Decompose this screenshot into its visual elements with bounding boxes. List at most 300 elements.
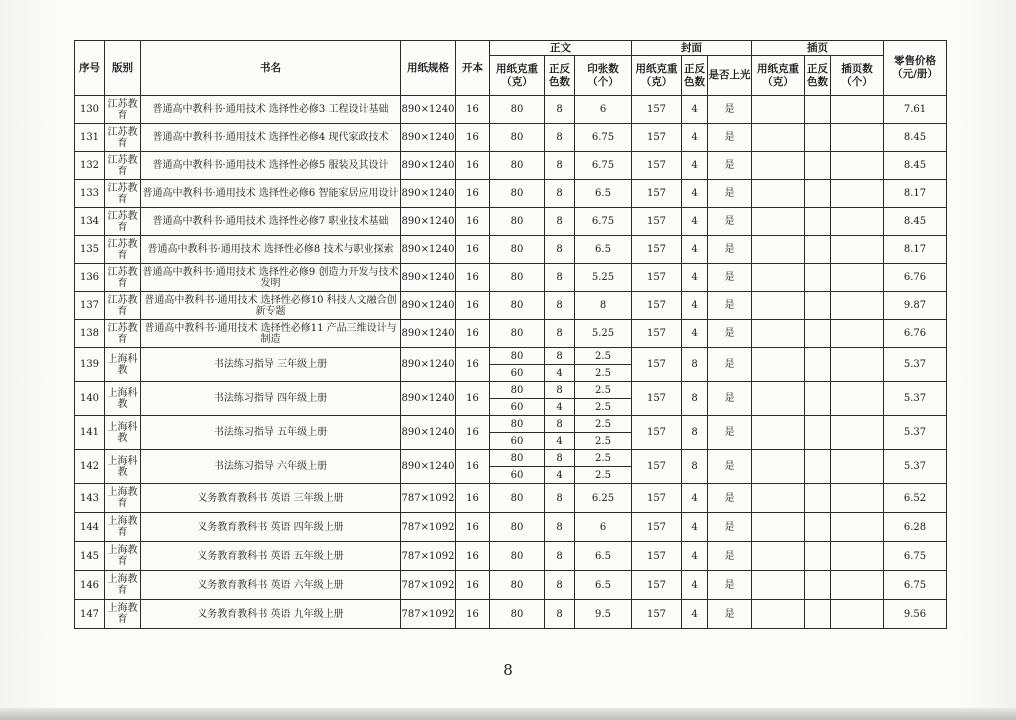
row-insert-weight <box>752 320 805 348</box>
row-seq: 130 <box>75 96 105 124</box>
row-cover-colors: 4 <box>682 124 708 152</box>
table-row <box>75 124 947 152</box>
row-insert-colors <box>805 416 831 450</box>
row-body-sheets: 6 <box>575 513 632 542</box>
header-cover-colors: 正反色数 <box>682 56 708 96</box>
row-body-sheets: 9.5 <box>575 600 632 629</box>
row-title: 普通高中教科书·通用技术 选择性必修4 现代家政技术 <box>141 124 401 152</box>
header-cover-group: 封面 <box>632 41 752 56</box>
row-body-weight-2: 60 <box>490 365 545 382</box>
row-cover-gloss: 是 <box>708 264 752 292</box>
row-title: 普通高中教科书·通用技术 选择性必修5 服装及其设计 <box>141 152 401 180</box>
row-body-weight: 80 <box>490 416 545 433</box>
row-cover-colors: 4 <box>682 542 708 571</box>
row-title: 普通高中教科书·通用技术 选择性必修7 职业技术基础 <box>141 208 401 236</box>
row-insert-weight <box>752 348 805 382</box>
row-insert-colors <box>805 208 831 236</box>
row-body-colors-2: 4 <box>545 467 575 484</box>
row-insert-weight <box>752 571 805 600</box>
row-cover-weight: 157 <box>632 542 682 571</box>
row-body-sheets: 6.25 <box>575 484 632 513</box>
row-cover-weight: 157 <box>632 236 682 264</box>
header-insert-colors: 正反色数 <box>805 56 831 96</box>
row-insert-count <box>831 124 884 152</box>
row-format: 16 <box>456 513 490 542</box>
row-body-colors: 8 <box>545 571 575 600</box>
row-format: 16 <box>456 348 490 382</box>
row-format: 16 <box>456 416 490 450</box>
row-body-weight: 80 <box>490 292 545 320</box>
header-retail-price: 零售价格（元/册） <box>884 41 947 96</box>
row-insert-weight <box>752 450 805 484</box>
row-seq: 135 <box>75 236 105 264</box>
row-insert-count <box>831 152 884 180</box>
row-cover-gloss: 是 <box>708 320 752 348</box>
row-insert-count <box>831 450 884 484</box>
row-format: 16 <box>456 292 490 320</box>
header-insert-group: 插页 <box>752 41 884 56</box>
row-cover-colors: 4 <box>682 96 708 124</box>
row-insert-weight <box>752 416 805 450</box>
table-row <box>75 264 947 292</box>
header-body-colors: 正反色数 <box>545 56 575 96</box>
row-paper-spec: 890×1240 <box>401 348 456 382</box>
row-body-sheets: 6.5 <box>575 571 632 600</box>
row-cover-gloss: 是 <box>708 96 752 124</box>
row-body-colors-2: 4 <box>545 365 575 382</box>
row-seq: 139 <box>75 348 105 382</box>
row-body-sheets-2: 2.5 <box>575 399 632 416</box>
row-title: 书法练习指导 六年级上册 <box>141 450 401 484</box>
row-cover-weight: 157 <box>632 571 682 600</box>
row-edition: 上海教育 <box>105 571 141 600</box>
row-cover-gloss: 是 <box>708 416 752 450</box>
row-cover-weight: 157 <box>632 292 682 320</box>
row-format: 16 <box>456 600 490 629</box>
row-insert-count <box>831 236 884 264</box>
row-cover-gloss: 是 <box>708 208 752 236</box>
row-edition: 上海教育 <box>105 484 141 513</box>
header-edition: 版别 <box>105 41 141 96</box>
row-paper-spec: 890×1240 <box>401 180 456 208</box>
row-seq: 132 <box>75 152 105 180</box>
row-insert-colors <box>805 180 831 208</box>
row-cover-colors: 8 <box>682 348 708 382</box>
row-seq: 137 <box>75 292 105 320</box>
row-body-sheets: 6.5 <box>575 542 632 571</box>
header-body-group: 正文 <box>490 41 632 56</box>
row-edition: 江苏教育 <box>105 264 141 292</box>
row-insert-colors <box>805 236 831 264</box>
row-format: 16 <box>456 236 490 264</box>
row-insert-weight <box>752 124 805 152</box>
table-row <box>75 152 947 180</box>
row-title: 书法练习指导 三年级上册 <box>141 348 401 382</box>
row-body-weight: 80 <box>490 600 545 629</box>
row-insert-colors <box>805 152 831 180</box>
row-insert-colors <box>805 264 831 292</box>
row-cover-colors: 4 <box>682 600 708 629</box>
row-body-sheets-2: 2.5 <box>575 365 632 382</box>
row-insert-count <box>831 416 884 450</box>
row-paper-spec: 890×1240 <box>401 320 456 348</box>
row-insert-colors <box>805 542 831 571</box>
row-title: 义务教育教科书 英语 四年级上册 <box>141 513 401 542</box>
table-row <box>75 600 947 629</box>
row-insert-weight <box>752 542 805 571</box>
row-paper-spec: 787×1092 <box>401 484 456 513</box>
row-edition: 上海科教 <box>105 416 141 450</box>
row-cover-weight: 157 <box>632 264 682 292</box>
row-cover-colors: 4 <box>682 264 708 292</box>
row-body-colors: 8 <box>545 416 575 433</box>
row-edition: 江苏教育 <box>105 96 141 124</box>
row-title: 普通高中教科书·通用技术 选择性必修6 智能家居应用设计 <box>141 180 401 208</box>
row-body-weight: 80 <box>490 152 545 180</box>
row-insert-weight <box>752 513 805 542</box>
row-insert-colors <box>805 292 831 320</box>
row-seq: 142 <box>75 450 105 484</box>
row-cover-gloss: 是 <box>708 292 752 320</box>
table-row <box>75 236 947 264</box>
row-insert-colors <box>805 571 831 600</box>
header-body-weight: 用纸克重（克） <box>490 56 545 96</box>
row-body-sheets: 6.75 <box>575 152 632 180</box>
header-body-sheets: 印张数（个） <box>575 56 632 96</box>
row-seq: 141 <box>75 416 105 450</box>
table-row <box>75 208 947 236</box>
row-body-weight: 80 <box>490 450 545 467</box>
row-body-colors: 8 <box>545 264 575 292</box>
row-body-colors: 8 <box>545 208 575 236</box>
row-cover-weight: 157 <box>632 382 682 416</box>
row-insert-colors <box>805 600 831 629</box>
row-cover-colors: 4 <box>682 571 708 600</box>
header-insert-count: 插页数（个） <box>831 56 884 96</box>
row-body-weight-2: 60 <box>490 399 545 416</box>
row-body-weight: 80 <box>490 348 545 365</box>
row-edition: 江苏教育 <box>105 152 141 180</box>
row-format: 16 <box>456 264 490 292</box>
row-title: 普通高中教科书·通用技术 选择性必修8 技术与职业探索 <box>141 236 401 264</box>
row-body-colors: 8 <box>545 320 575 348</box>
row-retail-price: 6.76 <box>884 320 947 348</box>
row-cover-weight: 157 <box>632 513 682 542</box>
row-format: 16 <box>456 208 490 236</box>
row-seq: 133 <box>75 180 105 208</box>
row-cover-gloss: 是 <box>708 571 752 600</box>
row-cover-gloss: 是 <box>708 542 752 571</box>
row-edition: 上海教育 <box>105 513 141 542</box>
row-cover-weight: 157 <box>632 484 682 513</box>
row-retail-price: 6.75 <box>884 571 947 600</box>
row-body-sheets-2: 2.5 <box>575 467 632 484</box>
row-cover-weight: 157 <box>632 450 682 484</box>
row-edition: 上海教育 <box>105 600 141 629</box>
header-paper-spec: 用纸规格 <box>401 41 456 96</box>
row-paper-spec: 787×1092 <box>401 600 456 629</box>
row-insert-count <box>831 542 884 571</box>
row-insert-weight <box>752 152 805 180</box>
row-seq: 131 <box>75 124 105 152</box>
row-insert-colors <box>805 382 831 416</box>
row-cover-weight: 157 <box>632 348 682 382</box>
row-title: 普通高中教科书·通用技术 选择性必修3 工程设计基础 <box>141 96 401 124</box>
row-body-colors: 8 <box>545 348 575 365</box>
row-cover-weight: 157 <box>632 96 682 124</box>
header-cover-weight: 用纸克重（克） <box>632 56 682 96</box>
row-insert-colors <box>805 348 831 382</box>
row-seq: 134 <box>75 208 105 236</box>
row-body-sheets: 2.5 <box>575 450 632 467</box>
row-format: 16 <box>456 152 490 180</box>
row-cover-gloss: 是 <box>708 348 752 382</box>
row-seq: 143 <box>75 484 105 513</box>
row-title: 普通高中教科书·通用技术 选择性必修11 产品三维设计与制造 <box>141 320 401 348</box>
row-retail-price: 9.87 <box>884 292 947 320</box>
header-cover-gloss: 是否上光 <box>708 56 752 96</box>
row-body-weight-2: 60 <box>490 467 545 484</box>
row-body-sheets: 6.75 <box>575 124 632 152</box>
row-body-weight: 80 <box>490 124 545 152</box>
row-seq: 138 <box>75 320 105 348</box>
row-insert-count <box>831 180 884 208</box>
row-insert-count <box>831 382 884 416</box>
row-cover-gloss: 是 <box>708 513 752 542</box>
row-body-colors: 8 <box>545 450 575 467</box>
row-body-weight: 80 <box>490 571 545 600</box>
row-body-colors-2: 4 <box>545 399 575 416</box>
row-retail-price: 8.45 <box>884 152 947 180</box>
row-cover-weight: 157 <box>632 152 682 180</box>
row-insert-colors <box>805 450 831 484</box>
row-insert-count <box>831 571 884 600</box>
row-edition: 上海科教 <box>105 382 141 416</box>
row-insert-weight <box>752 96 805 124</box>
row-insert-count <box>831 264 884 292</box>
row-edition: 江苏教育 <box>105 236 141 264</box>
row-title: 书法练习指导 五年级上册 <box>141 416 401 450</box>
row-insert-weight <box>752 382 805 416</box>
row-retail-price: 6.28 <box>884 513 947 542</box>
row-cover-gloss: 是 <box>708 450 752 484</box>
price-table <box>74 40 947 629</box>
header-insert-weight: 用纸克重（克） <box>752 56 805 96</box>
row-title: 义务教育教科书 英语 五年级上册 <box>141 542 401 571</box>
table-row <box>75 484 947 513</box>
row-cover-weight: 157 <box>632 416 682 450</box>
row-edition: 江苏教育 <box>105 320 141 348</box>
table-row <box>75 180 947 208</box>
header-title: 书名 <box>141 41 401 96</box>
row-cover-gloss: 是 <box>708 236 752 264</box>
row-body-colors: 8 <box>545 124 575 152</box>
row-body-weight: 80 <box>490 208 545 236</box>
row-cover-colors: 4 <box>682 513 708 542</box>
row-retail-price: 9.56 <box>884 600 947 629</box>
row-body-sheets: 8 <box>575 292 632 320</box>
row-insert-weight <box>752 264 805 292</box>
table-row <box>75 348 947 365</box>
row-body-sheets: 2.5 <box>575 348 632 365</box>
row-insert-count <box>831 96 884 124</box>
row-body-colors: 8 <box>545 513 575 542</box>
row-insert-count <box>831 348 884 382</box>
table-row <box>75 513 947 542</box>
row-cover-colors: 4 <box>682 320 708 348</box>
row-body-colors: 8 <box>545 382 575 399</box>
row-insert-weight <box>752 180 805 208</box>
header-seq: 序号 <box>75 41 105 96</box>
row-retail-price: 6.76 <box>884 264 947 292</box>
row-format: 16 <box>456 382 490 416</box>
row-body-sheets: 6.75 <box>575 208 632 236</box>
row-insert-colors <box>805 320 831 348</box>
row-body-sheets: 2.5 <box>575 382 632 399</box>
row-insert-colors <box>805 124 831 152</box>
header-format: 开本 <box>456 41 490 96</box>
scan-edge <box>0 708 1016 720</box>
row-insert-count <box>831 208 884 236</box>
table-row <box>75 292 947 320</box>
row-body-colors: 8 <box>545 484 575 513</box>
row-retail-price: 6.52 <box>884 484 947 513</box>
row-insert-colors <box>805 96 831 124</box>
table-row <box>75 450 947 467</box>
row-body-sheets-2: 2.5 <box>575 433 632 450</box>
row-paper-spec: 787×1092 <box>401 542 456 571</box>
row-insert-count <box>831 292 884 320</box>
row-cover-colors: 8 <box>682 382 708 416</box>
row-body-colors-2: 4 <box>545 433 575 450</box>
row-title: 普通高中教科书·通用技术 选择性必修10 科技人文融合创新专题 <box>141 292 401 320</box>
row-edition: 上海科教 <box>105 348 141 382</box>
table-row <box>75 96 947 124</box>
row-body-weight: 80 <box>490 236 545 264</box>
table-body <box>75 96 947 629</box>
row-edition: 上海教育 <box>105 542 141 571</box>
row-title: 义务教育教科书 英语 六年级上册 <box>141 571 401 600</box>
row-cover-weight: 157 <box>632 208 682 236</box>
row-body-weight: 80 <box>490 513 545 542</box>
row-insert-count <box>831 484 884 513</box>
row-cover-weight: 157 <box>632 320 682 348</box>
row-insert-colors <box>805 513 831 542</box>
row-cover-weight: 157 <box>632 180 682 208</box>
row-cover-gloss: 是 <box>708 124 752 152</box>
row-format: 16 <box>456 450 490 484</box>
row-insert-weight <box>752 292 805 320</box>
row-seq: 146 <box>75 571 105 600</box>
row-paper-spec: 890×1240 <box>401 292 456 320</box>
row-retail-price: 7.61 <box>884 96 947 124</box>
row-edition: 上海科教 <box>105 450 141 484</box>
row-body-weight: 80 <box>490 320 545 348</box>
row-body-weight: 80 <box>490 264 545 292</box>
row-title: 义务教育教科书 英语 九年级上册 <box>141 600 401 629</box>
row-format: 16 <box>456 124 490 152</box>
row-seq: 136 <box>75 264 105 292</box>
row-format: 16 <box>456 96 490 124</box>
row-retail-price: 8.17 <box>884 236 947 264</box>
row-insert-count <box>831 513 884 542</box>
row-edition: 江苏教育 <box>105 180 141 208</box>
row-body-weight: 80 <box>490 484 545 513</box>
row-insert-weight <box>752 600 805 629</box>
row-body-sheets: 5.25 <box>575 320 632 348</box>
row-body-sheets: 5.25 <box>575 264 632 292</box>
row-retail-price: 8.17 <box>884 180 947 208</box>
row-edition: 江苏教育 <box>105 292 141 320</box>
row-cover-colors: 4 <box>682 180 708 208</box>
row-retail-price: 5.37 <box>884 450 947 484</box>
row-body-colors: 8 <box>545 600 575 629</box>
row-cover-weight: 157 <box>632 600 682 629</box>
row-body-sheets: 2.5 <box>575 416 632 433</box>
row-insert-weight <box>752 236 805 264</box>
row-body-colors: 8 <box>545 542 575 571</box>
row-cover-colors: 4 <box>682 292 708 320</box>
row-body-colors: 8 <box>545 180 575 208</box>
row-insert-colors <box>805 484 831 513</box>
row-cover-weight: 157 <box>632 124 682 152</box>
row-cover-colors: 4 <box>682 236 708 264</box>
row-title: 义务教育教科书 英语 三年级上册 <box>141 484 401 513</box>
row-body-colors: 8 <box>545 152 575 180</box>
row-body-weight-2: 60 <box>490 433 545 450</box>
row-body-weight: 80 <box>490 382 545 399</box>
row-cover-colors: 4 <box>682 152 708 180</box>
row-seq: 140 <box>75 382 105 416</box>
row-paper-spec: 787×1092 <box>401 571 456 600</box>
row-cover-gloss: 是 <box>708 484 752 513</box>
row-insert-count <box>831 600 884 629</box>
row-body-colors: 8 <box>545 96 575 124</box>
row-paper-spec: 890×1240 <box>401 152 456 180</box>
row-cover-colors: 4 <box>682 484 708 513</box>
row-seq: 147 <box>75 600 105 629</box>
row-edition: 江苏教育 <box>105 208 141 236</box>
row-edition: 江苏教育 <box>105 124 141 152</box>
row-retail-price: 5.37 <box>884 382 947 416</box>
row-retail-price: 8.45 <box>884 208 947 236</box>
row-cover-gloss: 是 <box>708 600 752 629</box>
row-body-sheets: 6.5 <box>575 180 632 208</box>
table-row <box>75 571 947 600</box>
row-paper-spec: 890×1240 <box>401 208 456 236</box>
row-title: 书法练习指导 四年级上册 <box>141 382 401 416</box>
row-title: 普通高中教科书·通用技术 选择性必修9 创造力开发与技术发明 <box>141 264 401 292</box>
row-body-colors: 8 <box>545 236 575 264</box>
row-format: 16 <box>456 542 490 571</box>
row-insert-weight <box>752 208 805 236</box>
row-paper-spec: 890×1240 <box>401 236 456 264</box>
page-number: 8 <box>503 661 513 679</box>
row-body-weight: 80 <box>490 542 545 571</box>
row-insert-count <box>831 320 884 348</box>
row-format: 16 <box>456 180 490 208</box>
row-cover-gloss: 是 <box>708 152 752 180</box>
row-paper-spec: 890×1240 <box>401 96 456 124</box>
row-body-sheets: 6.5 <box>575 236 632 264</box>
row-cover-gloss: 是 <box>708 180 752 208</box>
row-paper-spec: 890×1240 <box>401 450 456 484</box>
row-paper-spec: 890×1240 <box>401 382 456 416</box>
row-body-sheets: 6 <box>575 96 632 124</box>
row-retail-price: 5.37 <box>884 348 947 382</box>
row-paper-spec: 890×1240 <box>401 416 456 450</box>
row-retail-price: 6.75 <box>884 542 947 571</box>
